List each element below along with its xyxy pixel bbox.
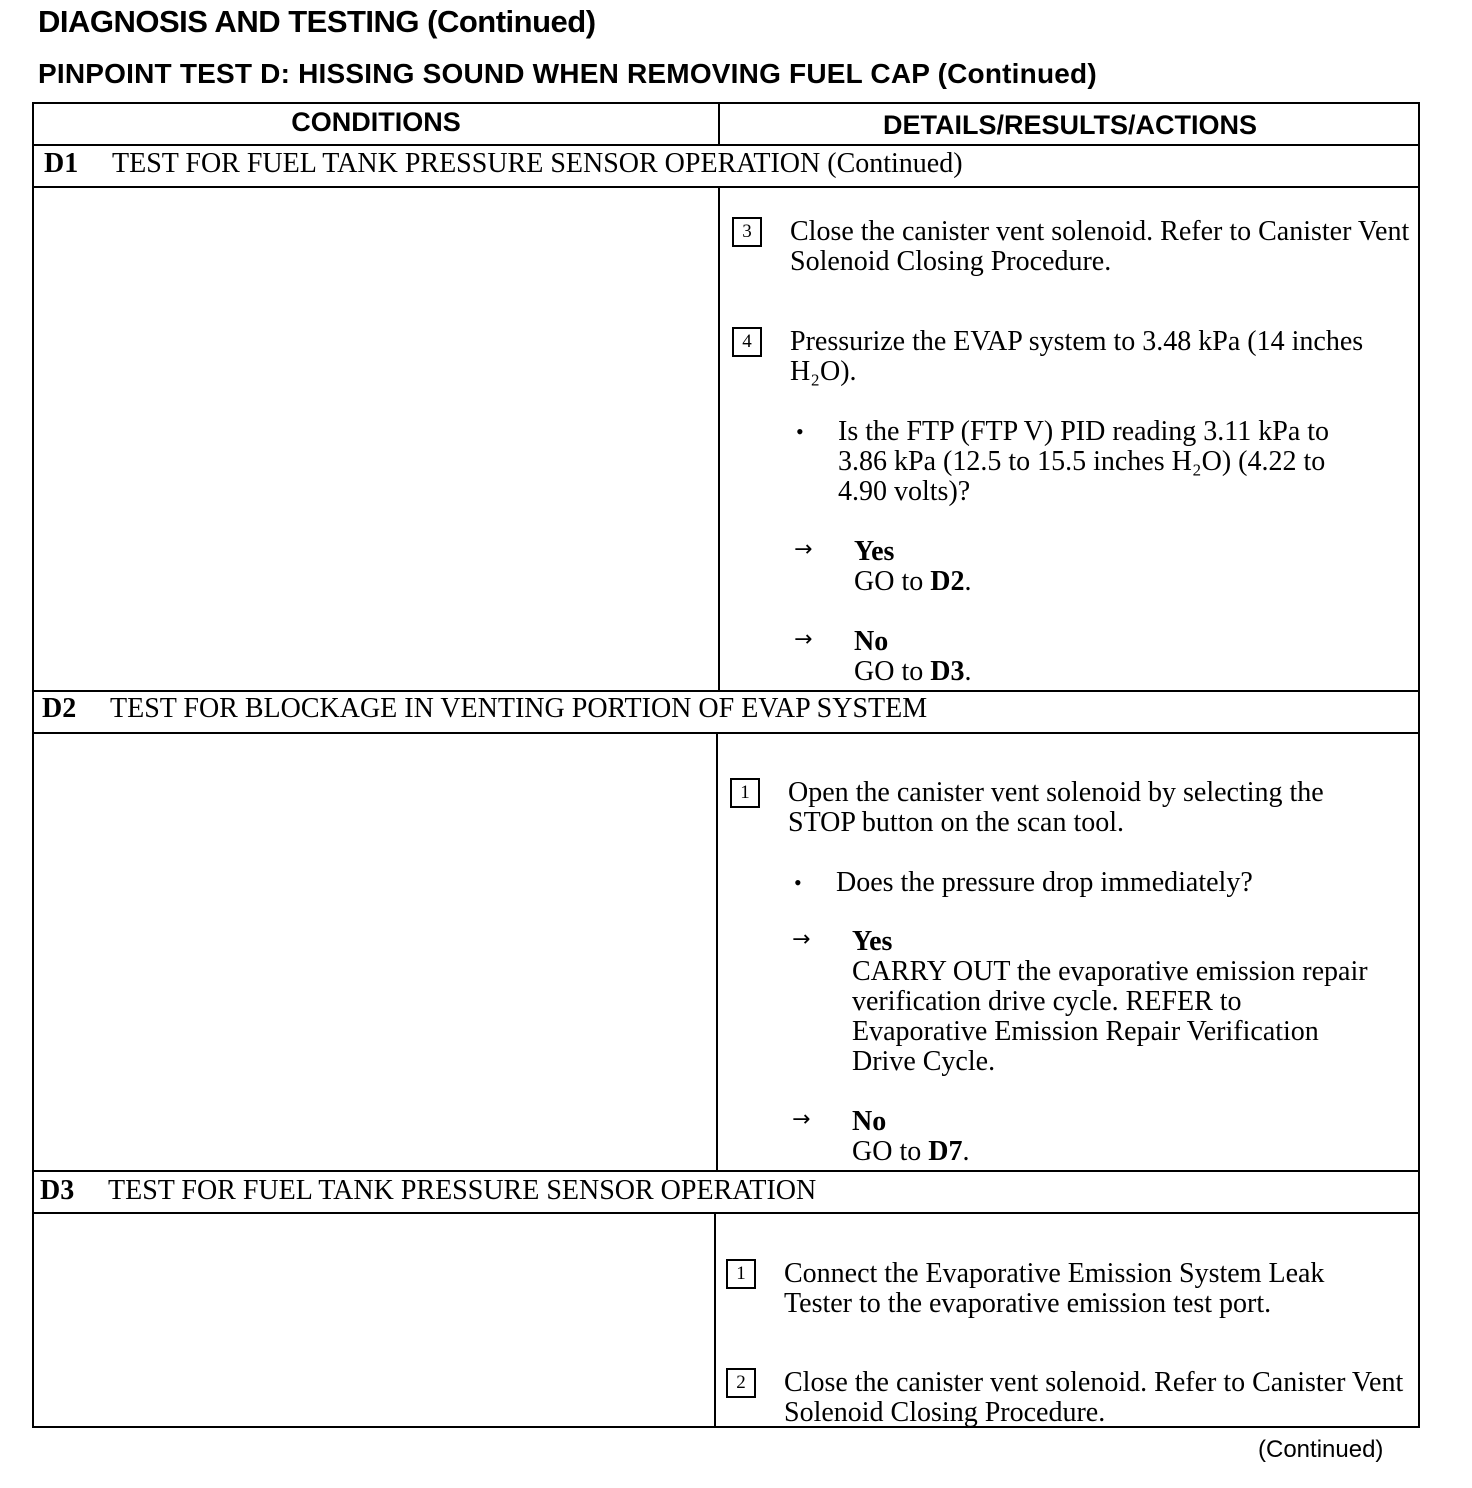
step-number-box: 4 [732, 327, 762, 357]
pinpoint-test-title: PINPOINT TEST D: HISSING SOUND WHEN REMOVING FUEL CAP (Continued) [38, 58, 1097, 89]
continued-note: (Continued) [1258, 1436, 1384, 1463]
bullet-icon: • [796, 419, 804, 444]
result-action: GO to D7. [852, 1136, 970, 1167]
result-label: No [854, 626, 889, 657]
arrow-right-icon: → [794, 537, 813, 562]
column-divider [718, 186, 720, 690]
section-header-d1 [44, 148, 963, 180]
step-text: Connect the Evaporative Emission System Leak Tester to the evaporative emission test port. [784, 1258, 1325, 1319]
step-text: Close the canister vent solenoid. Refer to Canister Vent Solenoid Closing Procedure. [784, 1367, 1404, 1428]
result-label: Yes [854, 536, 895, 567]
page-title: DIAGNOSIS AND TESTING (Continued) [38, 4, 596, 39]
arrow-right-icon: → [792, 927, 811, 952]
result-action: CARRY OUT the evaporative emission repair verification drive cycle. REFER to Evaporative Emission Repair Verification Drive Cycle. [852, 956, 1368, 1077]
result-no [792, 1107, 1392, 1167]
result-action: GO to D2. [854, 566, 972, 597]
column-divider [714, 1212, 716, 1428]
diagnostic-table [32, 102, 1420, 1428]
bullet-icon: • [794, 870, 802, 895]
result-label: No [852, 1106, 887, 1137]
row-divider [34, 690, 1420, 692]
section-header-d2 [42, 693, 927, 725]
row-divider [34, 1212, 1420, 1214]
step-number-box: 3 [732, 217, 762, 247]
column-divider [716, 732, 718, 1170]
row-divider [34, 732, 1420, 734]
step-text: Open the canister vent solenoid by selecting the STOP button on the scan tool. [788, 777, 1324, 838]
row-divider [34, 144, 1420, 146]
section-id: D1 [44, 148, 79, 179]
arrow-right-icon: → [794, 627, 813, 652]
step-number-box: 2 [726, 1368, 756, 1398]
step-text: Pressurize the EVAP system to 3.48 kPa (14 inches H₂O). [790, 326, 1364, 387]
step-number-box: 1 [726, 1259, 756, 1289]
section-title: TEST FOR BLOCKAGE IN VENTING PORTION OF EVAP SYSTEM [110, 693, 928, 724]
result-yes [794, 537, 1394, 597]
section-title: TEST FOR FUEL TANK PRESSURE SENSOR OPERATION (Continued) [112, 148, 963, 179]
section-id: D3 [40, 1175, 75, 1206]
column-header-details: DETAILS/RESULTS/ACTIONS [882, 110, 1257, 140]
section-id: D2 [42, 693, 77, 724]
row-divider [34, 1170, 1420, 1172]
result-action: GO to D3. [854, 656, 972, 687]
column-header-conditions: CONDITIONS [291, 107, 461, 137]
section-header-d3 [40, 1175, 816, 1207]
result-yes [792, 927, 1412, 1077]
question-text: Does the pressure drop immediately? [836, 867, 1253, 898]
section-title: TEST FOR FUEL TANK PRESSURE SENSOR OPERATION [108, 1175, 817, 1206]
step-number-box: 1 [730, 778, 760, 808]
arrow-right-icon: → [792, 1107, 811, 1132]
step-text: Close the canister vent solenoid. Refer to Canister Vent Solenoid Closing Procedure. [790, 216, 1410, 277]
result-label: Yes [852, 926, 893, 957]
row-divider [34, 186, 1420, 188]
result-no [794, 627, 1394, 687]
question-text: Is the FTP (FTP V) PID reading 3.11 kPa to 3.86 kPa (12.5 to 15.5 inches H₂O) (4.22 to 4.90 volts)? [838, 416, 1330, 507]
